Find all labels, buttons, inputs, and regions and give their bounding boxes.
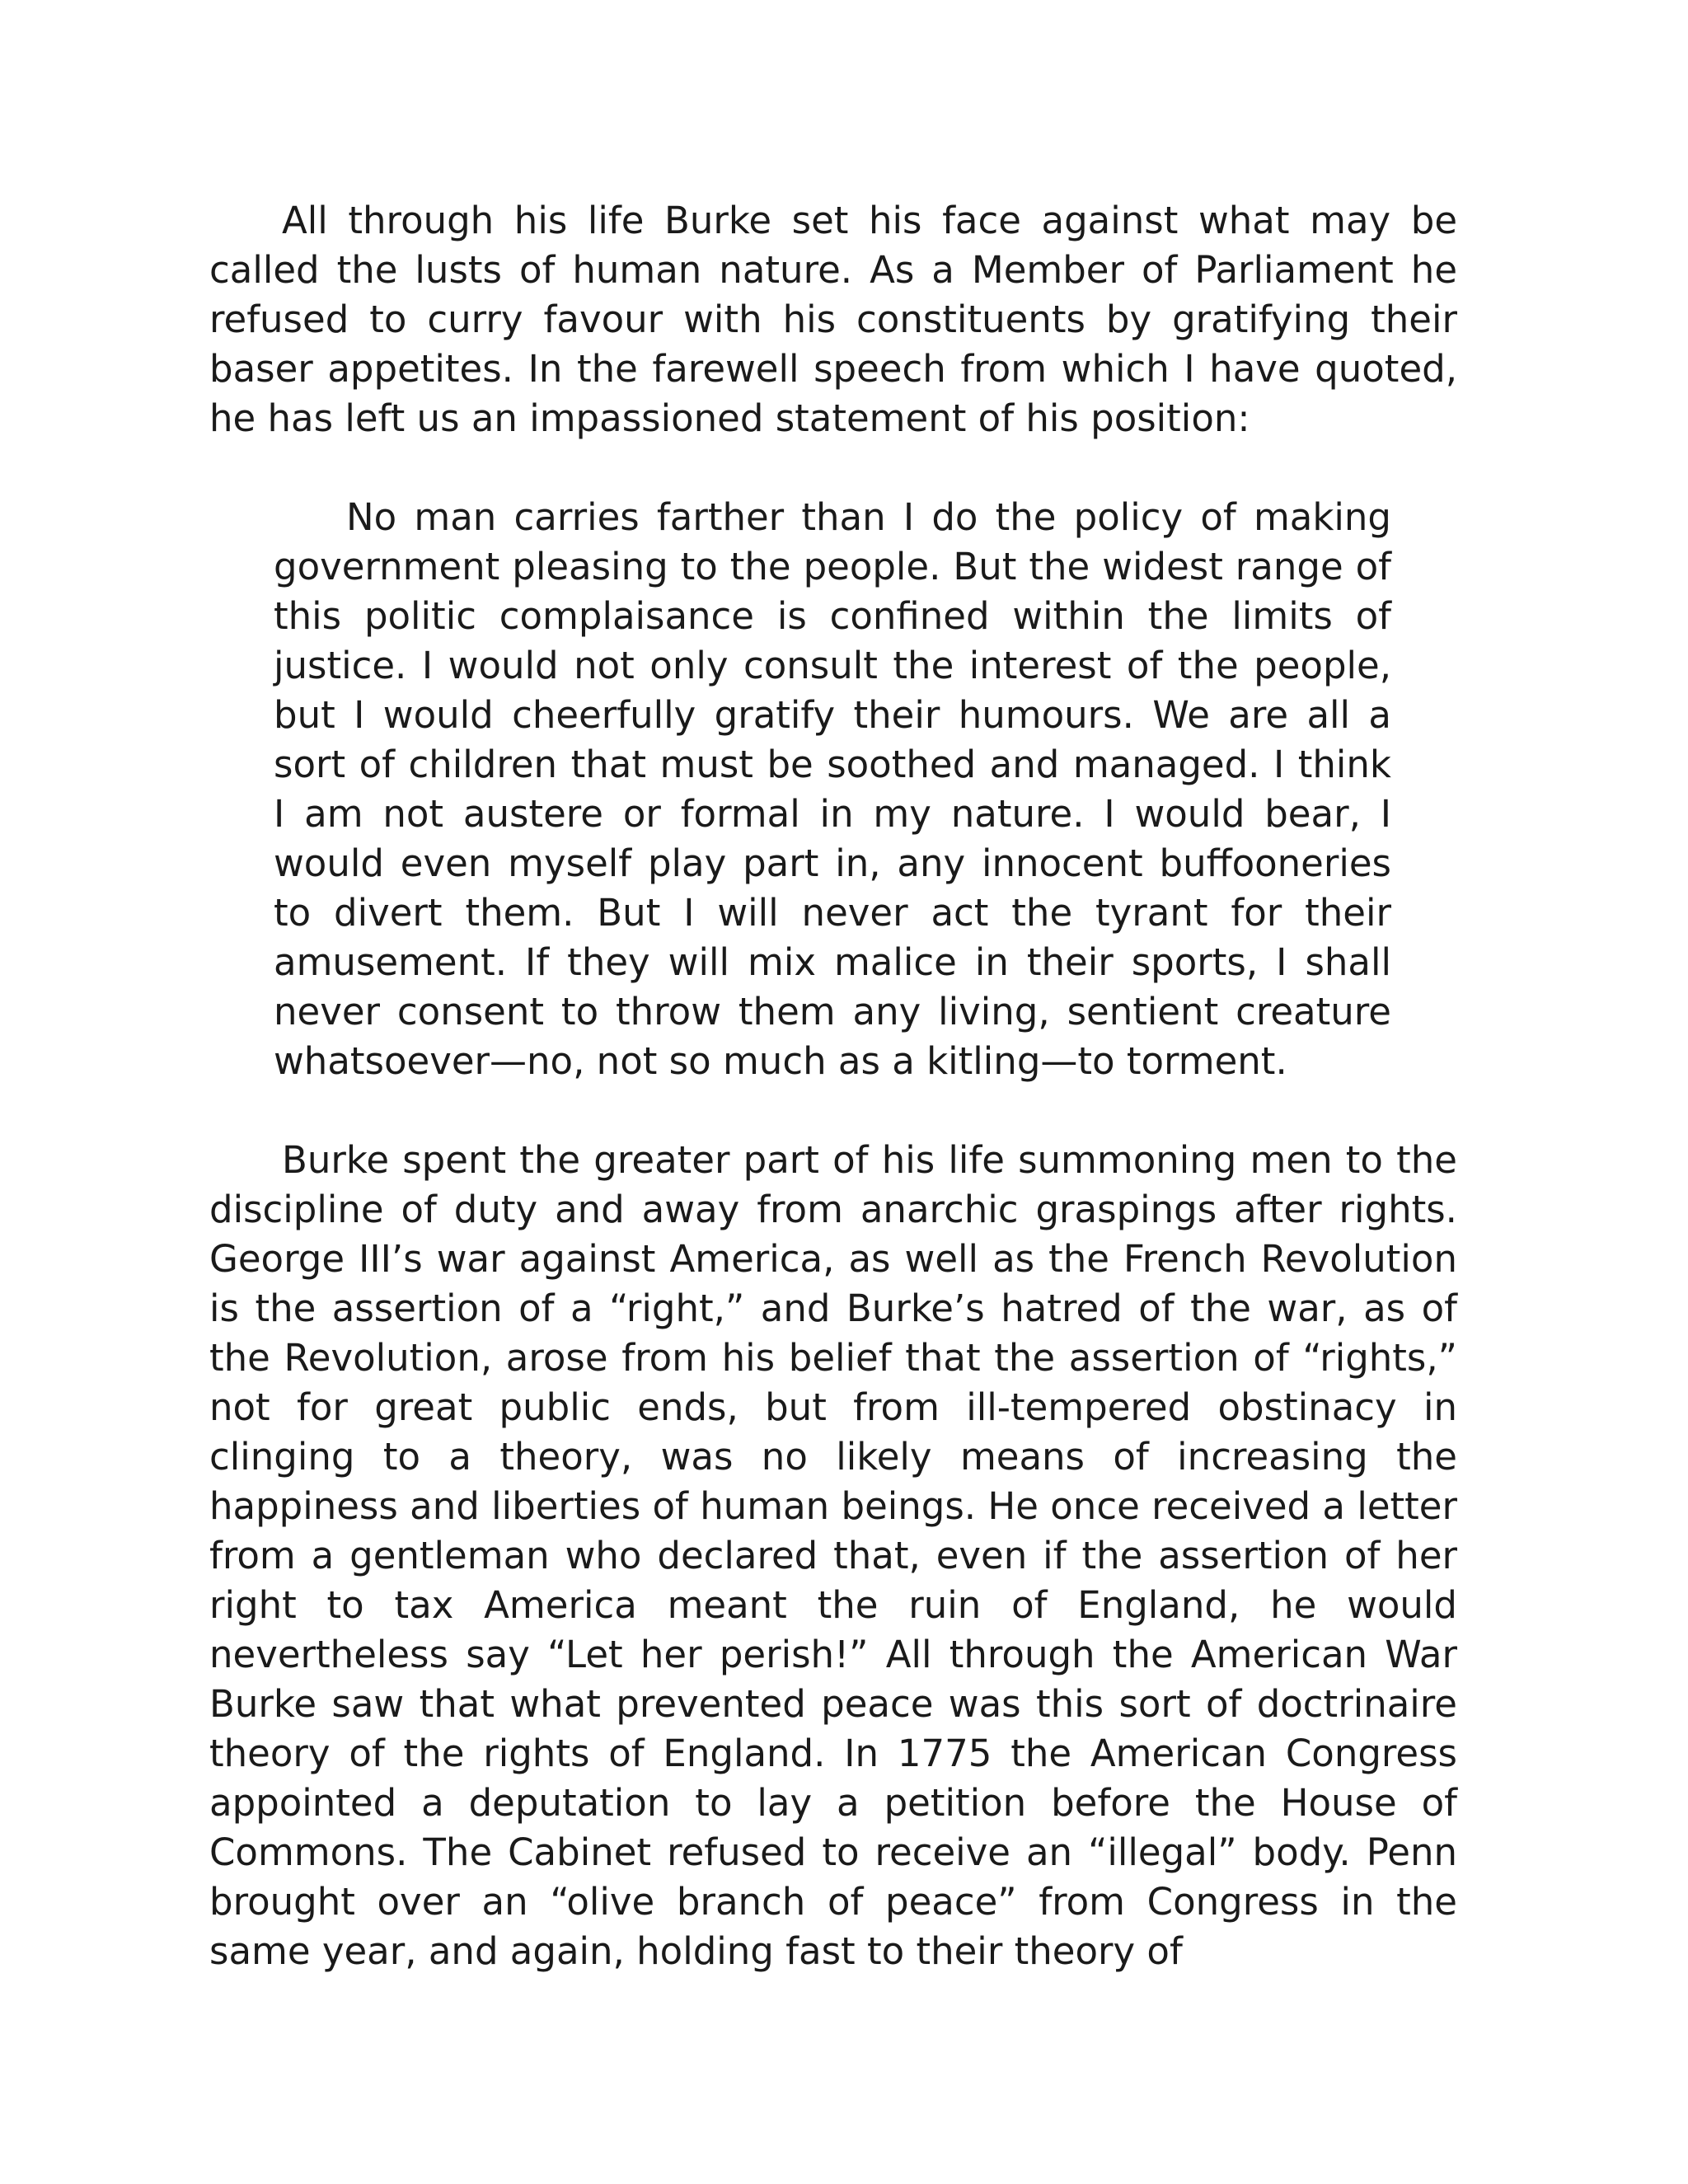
- block-quote: No man carries farther than I do the policy of making government pleasing to the people. But the widest range of this politic complaisance is confined within the limits of justice. I would not only consult the interest of the people, but I would cheerfully gratify their humours. We are all a sort of children that must be soothed and managed. I think I am not austere or formal in my nature. I would bear, I would even myself play part in, any innocent buffooneries to divert them. But I will never act the tyrant for their amusement. If they will mix malice in their sports, I shall never consent to throw them any living, sentient creature whatsoever—no, not so much as a kitling—to torment.: [274, 495, 1391, 1083]
- document-page: [209, 196, 1457, 1976]
- intro-paragraph: All through his life Burke set his face against what may be called the lusts of human nature. As a Member of Parliament he refused to curry favour with his constituents by gratifying their baser appetites. In the farewell speech from which I have quoted, he has left us an impassioned statement of his position:: [209, 199, 1457, 440]
- body-paragraph: Burke spent the greater part of his life summoning men to the discipline of duty and away from anarchic graspings after rights. George III’s war against America, as well as the French Revolution is the assertion of a “right,” and Burke’s hatred of the war, as of the Revolution, arose from his belief that the assertion of “rights,” not for great public ends, but from ill-tempered obstinacy in clinging to a theory, was no likely means of increasing the happiness and liberties of human beings. He once received a letter from a gentleman who declared that, even if the assertion of her right to tax America meant the ruin of England, he would nevertheless say “Let her perish!” All through the American War Burke saw that what prevented peace was this sort of doctrinaire theory of the rights of England. In 1775 the American Congress appointed a deputation to lay a petition before the House of Commons. The Cabinet refused to receive an “illegal” body. Penn brought over an “olive branch of peace” from Congress in the same year, and again, holding fast to their theory of: [209, 1138, 1457, 1973]
